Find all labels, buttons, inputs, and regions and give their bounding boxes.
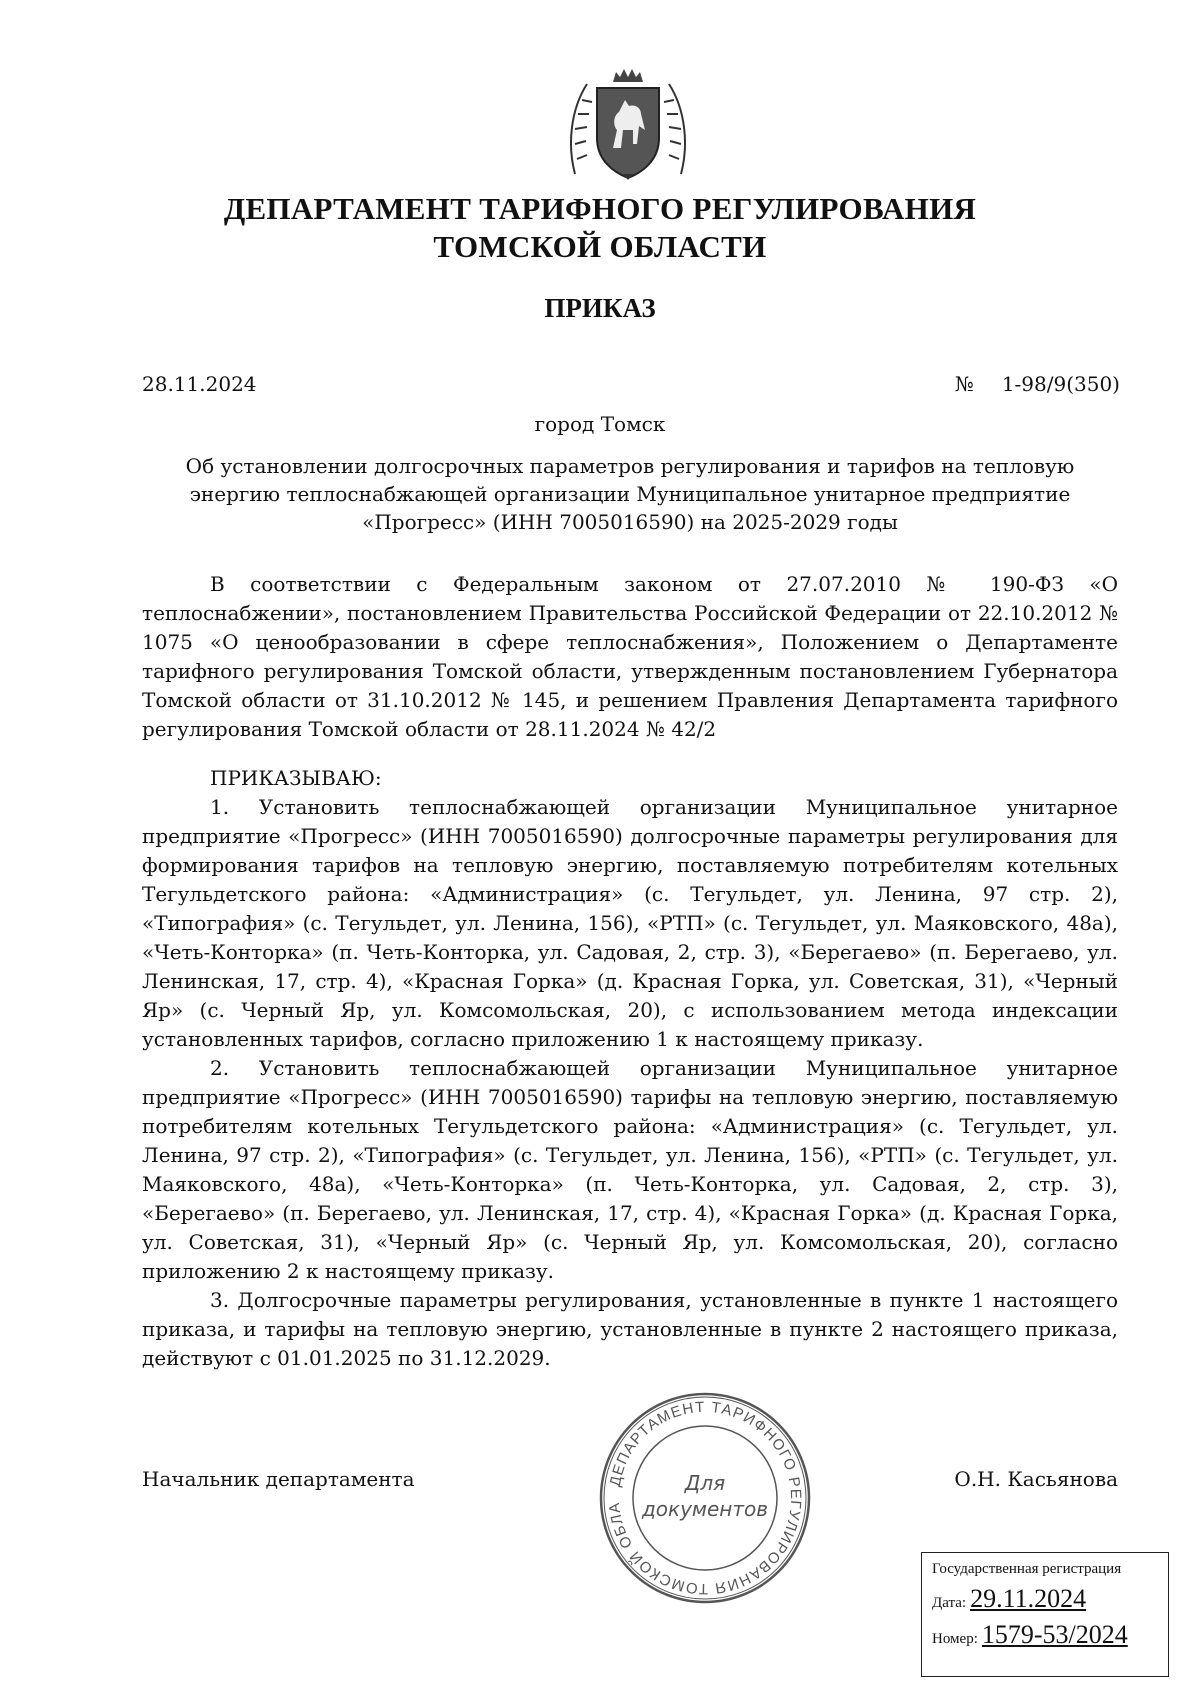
- order-item-3: 3. Долгосрочные параметры регулирования, установленные в пункте 1 настоящего приказа, и тарифы на тепловую энергию, установленные в пункте 2 настоящего приказа, действуют с 01.01.2025 по 31.12.2029.: [142, 1288, 1118, 1370]
- order-body: [142, 570, 1118, 1373]
- coat-of-arms-emblem: [565, 64, 691, 182]
- official-seal: [595, 1388, 815, 1608]
- registration-date-row: [932, 1584, 1160, 1614]
- registration-number-label: Номер:: [932, 1631, 978, 1647]
- registration-number-value: 1579-53/2024: [981, 1620, 1128, 1649]
- registration-date-label: Дата:: [932, 1595, 967, 1611]
- registration-date-value: 29.11.2024: [970, 1584, 1087, 1613]
- order-date: 28.11.2024: [142, 372, 257, 396]
- seal-center-line2: документов: [641, 1497, 769, 1521]
- preamble-paragraph: В соответствии с Федеральным законом от 27.07.2010 № 190-ФЗ «О теплоснабжении», постановлением Правительства Российской Федерации от 22.10.2012 № 1075 «О ценообразовании в сфере теплоснабжения», Положением о Департаменте тарифного регулирования Томской области, утвержденным постановлением Губернатора Томской области от 31.10.2012 № 145, и решением Правления Департамента тарифного регулирования Томской области от 28.11.2024 № 42/2: [142, 572, 1118, 741]
- registration-title: Государственная регистрация: [932, 1561, 1122, 1577]
- order-number-value: 1-98/9(350): [1001, 372, 1120, 396]
- order-item-1: 1. Установить теплоснабжающей организации Муниципальное унитарное предприятие «Прогресс» (ИНН 7005016590) долгосрочные параметры регулирования для формирования тарифов на тепловую энергию, поставляемую потребителям котельных Тегульдетского района: «Администрация» (с. Тегульдет, ул. Ленина, 97 стр. 2), «Типография» (с. Тегульдет, ул. Ленина, 156), «РТП» (с. Тегульдет, ул. Маяковского, 48а), «Четь-Конторка» (п. Четь-Конторка, ул. Садовая, 2, стр. 3), «Берегаево» (п. Берегаево, ул. Ленинская, 17, стр. 4), «Красная Горка» (д. Красная Горка, ул. Советская, 31), «Черный Яр» (с. Черный Яр, ул. Комсомольская, 20), с использованием метода индексации установленных тарифов, согласно приложению 1 к настоящему приказу.: [142, 795, 1118, 1051]
- order-subject: Об установлении долгосрочных параметров регулирования и тарифов на тепловую энергию теплоснабжающей организации Муниципальное унитарное предприятие «Прогресс» (ИНН 7005016590) на 2025-2029 годы: [185, 454, 1075, 534]
- signatory-name: О.Н. Касьянова: [954, 1467, 1118, 1491]
- organization-name-line1: ДЕПАРТАМЕНТ ТАРИФНОГО РЕГУЛИРОВАНИЯ: [223, 191, 977, 226]
- number-sign: №: [954, 372, 974, 396]
- order-word: ПРИКАЗЫВАЮ:: [210, 766, 382, 790]
- order-item-2: 2. Установить теплоснабжающей организации Муниципальное унитарное предприятие «Прогресс» (ИНН 7005016590) тарифы на тепловую энергию, поставляемую потребителям котельных Тегульдетского района: «Администрация» (с. Тегульдет, ул. Ленина, 97 стр. 2), «Типография» (с. Тегульдет, ул. Ленина, 156), «РТП» (с. Тегульдет, ул. Маяковского, 48а), «Четь-Конторка» (п. Четь-Конторка, ул. Садовая, 2, стр. 3), «Берегаево» (п. Берегаево, ул. Ленинская, 17, стр. 4), «Красная Горка» (д. Красная Горка, ул. Советская, 31), «Черный Яр» (с. Черный Яр, ул. Комсомольская, 20), согласно приложению 2 к настоящему приказу.: [142, 1056, 1118, 1283]
- registration-number-row: [932, 1620, 1160, 1650]
- seal-ring-text: ДЕПАРТАМЕНТ ТАРИФНОГО РЕГУЛИРОВАНИЯ ТОМСКОЙ ОБЛА: [605, 1398, 805, 1598]
- organization-name-line2: ТОМСКОЙ ОБЛАСТИ: [433, 229, 767, 264]
- order-number: [955, 372, 1120, 396]
- signatory-position: Начальник департамента: [142, 1467, 415, 1491]
- city-line: город Томск: [534, 412, 666, 436]
- organization-name: [0, 190, 1200, 266]
- registration-stamp: [921, 1552, 1169, 1677]
- seal-center-line1: Для: [684, 1471, 726, 1495]
- document-type-title: ПРИКАЗ: [544, 293, 656, 323]
